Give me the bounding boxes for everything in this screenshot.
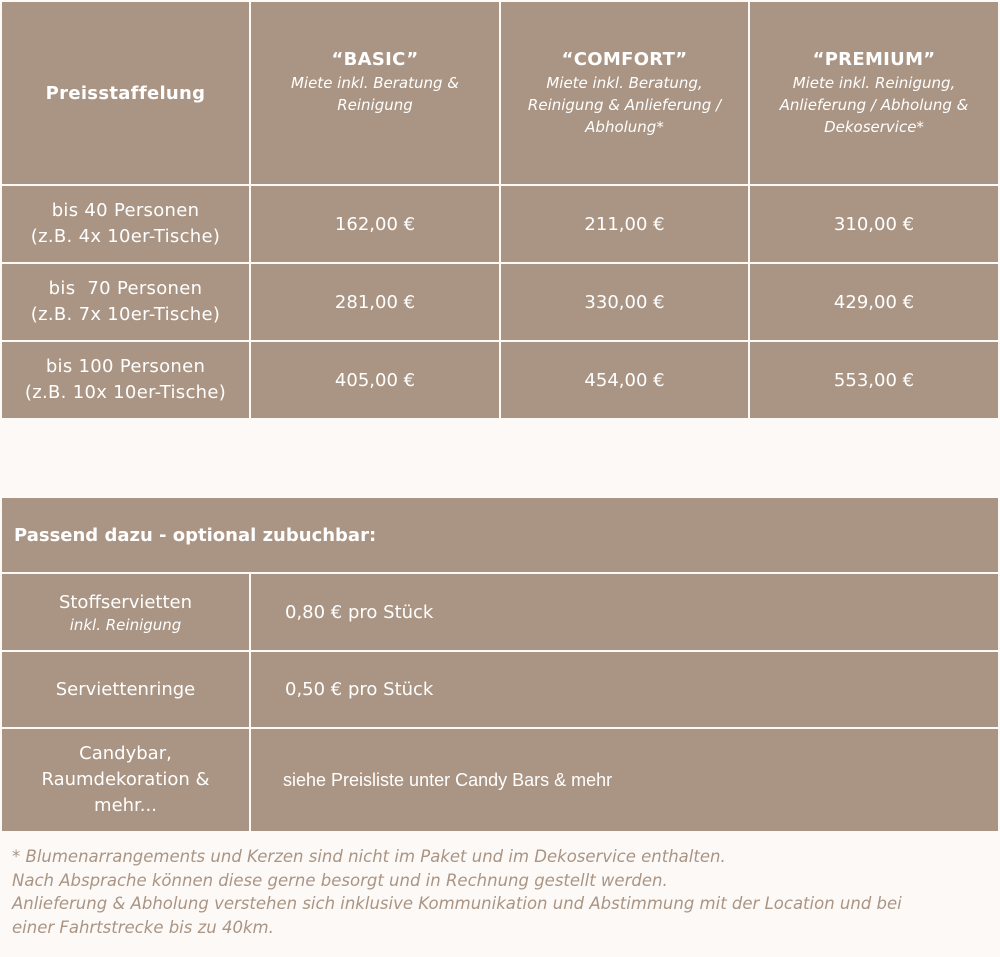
package-subtitle (528, 72, 721, 138)
footnote-line: Nach Absprache können diese gerne besorgt und in Rechnung gestellt werden. (12, 870, 668, 890)
row-label-line: (z.B. 10x 10er-Tische) (24, 382, 227, 403)
price-cell (501, 342, 748, 418)
table-row-label (2, 186, 249, 262)
extras-item-value (251, 574, 998, 650)
extras-value: siehe Preisliste unter Candy Bars & mehr (283, 769, 613, 790)
extras-label-line: Stoffservietten (58, 592, 193, 613)
price-cell (251, 342, 499, 418)
package-subtitle-line: Abholung* (585, 118, 664, 136)
footnote-line: Anlieferung & Abholung verstehen sich inklusive Kommunikation und Abstimmung mit der Location und bei (12, 894, 902, 914)
price-cell (750, 264, 998, 340)
price-cell (501, 186, 748, 262)
price-value: 310,00 € (833, 213, 915, 235)
extras-item-value (251, 652, 998, 727)
footnote-line: * Blumenarrangements und Kerzen sind nicht im Paket und im Dekoservice enthalten. (12, 847, 726, 866)
package-subtitle-line: Anlieferung / Abholung & (779, 96, 969, 114)
price-value: 454,00 € (584, 369, 665, 391)
row-label-line: (z.B. 4x 10er-Tische) (30, 226, 221, 247)
row-label-line: (z.B. 7x 10er-Tische) (30, 304, 221, 325)
row-label-line: bis 40 Personen (51, 200, 200, 221)
extras-item-label (2, 729, 249, 831)
package-subtitle-line: Dekoservice* (824, 118, 924, 136)
table-row-label (2, 342, 249, 418)
extras-label-line: Raumdekoration & (41, 769, 210, 790)
row-label-line: bis 100 Personen (45, 356, 206, 377)
price-value: 553,00 € (833, 369, 915, 391)
extras-label-line: Candybar, (79, 743, 172, 764)
extras-item-label (2, 652, 249, 727)
price-cell (750, 186, 998, 262)
price-cell (251, 186, 499, 262)
price-value: 281,00 € (334, 291, 416, 313)
package-title: “COMFORT” (561, 49, 688, 70)
extras-title-cell (2, 498, 998, 572)
price-value: 405,00 € (334, 369, 416, 391)
price-cell (750, 342, 998, 418)
extras-label-line: Serviettenringe (55, 678, 196, 700)
extras-value: 0,80 € pro Stück (285, 601, 434, 623)
table-row-label (2, 264, 249, 340)
package-basic-header (251, 2, 499, 184)
row-label-line: bis 70 Personen (48, 278, 203, 299)
price-value: 429,00 € (833, 291, 915, 313)
package-subtitle-line: Reinigung (337, 96, 413, 114)
package-title: “BASIC” (331, 49, 419, 70)
package-premium-header (750, 2, 998, 184)
footnote (12, 845, 982, 940)
price-value: 330,00 € (584, 291, 665, 313)
table-header-label: Preisstaffelung (45, 82, 206, 104)
price-value: 211,00 € (584, 213, 665, 235)
package-comfort-header (501, 2, 748, 184)
extras-item-label (2, 574, 249, 650)
package-subtitle-line: Miete inkl. Beratung, (546, 74, 703, 92)
package-subtitle-line: Miete inkl. Beratung & (290, 74, 460, 92)
package-subtitle-line: Miete inkl. Reinigung, (792, 74, 956, 92)
package-subtitle (780, 72, 969, 138)
package-subtitle-line: Reinigung & Anlieferung / (527, 96, 722, 114)
extras-value: 0,50 € pro Stück (285, 679, 434, 700)
extras-sublabel: inkl. Reinigung (69, 616, 182, 634)
package-title: “PREMIUM” (812, 49, 936, 70)
footnote-line: einer Fahrtstrecke bis zu 40km. (12, 918, 274, 938)
price-cell (501, 264, 748, 340)
extras-label-line: mehr... (94, 795, 157, 816)
price-cell (251, 264, 499, 340)
package-subtitle (291, 72, 459, 116)
price-value: 162,00 € (334, 213, 416, 235)
extras-item-value (251, 729, 998, 831)
table-header-label-cell (2, 2, 249, 184)
extras-title: Passend dazu - optional zubuchbar: (14, 524, 377, 546)
